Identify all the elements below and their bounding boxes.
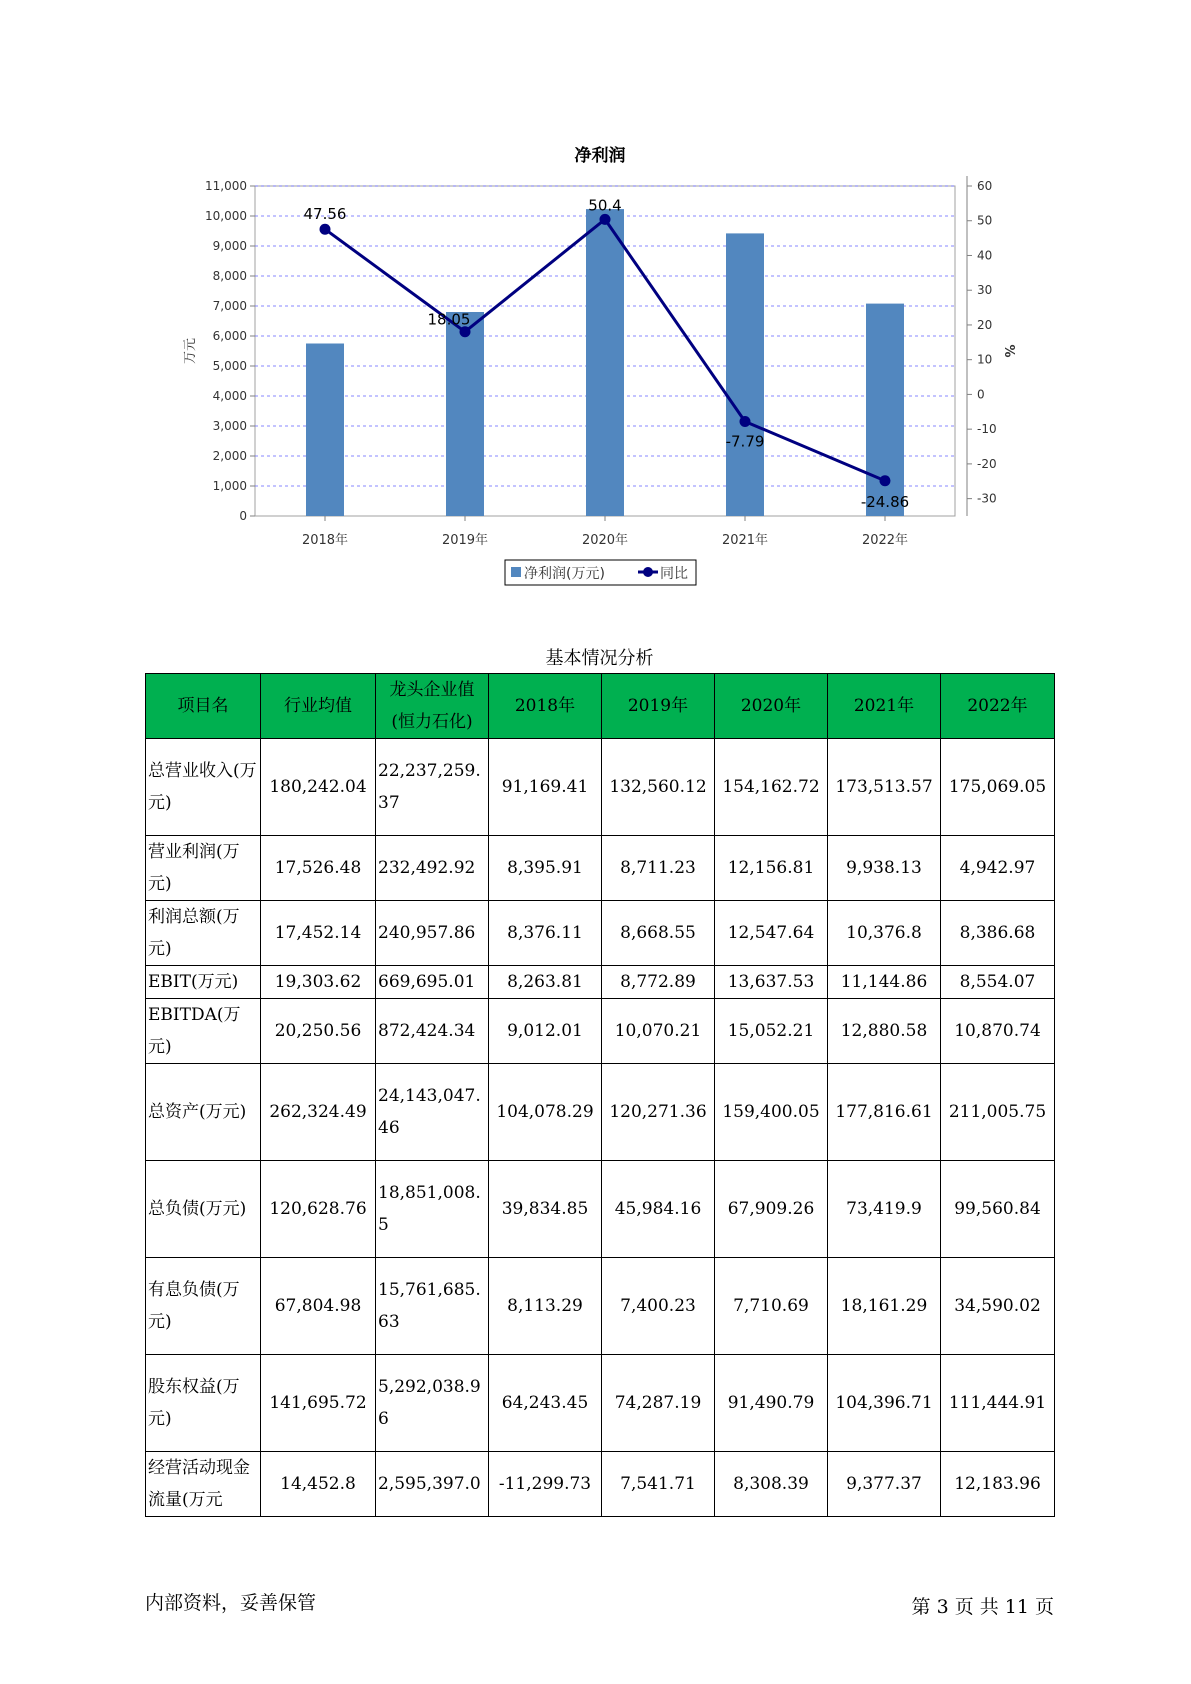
right-tick-label: -10 (977, 422, 997, 437)
table-cell: 91,169.41 (489, 739, 602, 836)
table-cell: 4,942.97 (941, 836, 1055, 901)
left-tick-label: 2,000 (212, 449, 247, 463)
table-cell: 74,287.19 (602, 1355, 715, 1452)
left-tick-label: 3,000 (212, 419, 247, 433)
left-tick-label: 7,000 (212, 299, 247, 313)
table-cell: 7,541.71 (602, 1452, 715, 1517)
table-cell: 111,444.91 (941, 1355, 1055, 1452)
table-cell: 141,695.72 (261, 1355, 376, 1452)
right-tick-label: 60 (977, 179, 993, 193)
table-cell: 19,303.62 (261, 966, 376, 999)
table-cell: 17,526.48 (261, 836, 376, 901)
header-2021: 2021年 (828, 674, 941, 739)
table-cell: 120,628.76 (261, 1161, 376, 1258)
bar (446, 312, 484, 516)
row-label: 有息负债(万元) (146, 1258, 261, 1355)
table-header-row (146, 674, 1055, 739)
table-cell: 24,143,047.46 (376, 1064, 489, 1161)
right-tick-label: 10 (977, 352, 993, 367)
table-cell: 18,851,008.5 (376, 1161, 489, 1258)
footer-page-number: 第 3 页 共 11 页 (911, 1596, 1054, 1618)
table-row (146, 901, 1055, 966)
legend-bar-swatch (511, 567, 521, 577)
table-cell: 8,113.29 (489, 1258, 602, 1355)
legend-line-marker (643, 567, 653, 577)
table-cell: 12,156.81 (715, 836, 828, 901)
table-cell: 5,292,038.96 (376, 1355, 489, 1452)
row-label: 总资产(万元) (146, 1064, 261, 1161)
left-tick-label: 0 (239, 509, 247, 523)
right-tick-label: 40 (977, 248, 993, 263)
bar (306, 344, 344, 517)
table-cell: 8,308.39 (715, 1452, 828, 1517)
table-cell: 12,880.58 (828, 999, 941, 1064)
table-cell: 39,834.85 (489, 1161, 602, 1258)
yoy-data-label: 47.56 (303, 205, 347, 224)
yoy-data-label: 18.05 (427, 310, 471, 329)
table-cell: 8,395.91 (489, 836, 602, 901)
table-row (146, 999, 1055, 1064)
table-cell: 154,162.72 (715, 739, 828, 836)
table-cell: 211,005.75 (941, 1064, 1055, 1161)
x-tick-label: 2022年 (861, 533, 909, 548)
x-tick-label: 2019年 (441, 533, 489, 548)
header-industry-average: 行业均值 (261, 674, 376, 739)
table-cell: 104,396.71 (828, 1355, 941, 1452)
table-cell: 177,816.61 (828, 1064, 941, 1161)
table-row (146, 1161, 1055, 1258)
yoy-point (880, 475, 891, 486)
row-label: 经营活动现金流量(万元 (146, 1452, 261, 1517)
bar (726, 233, 764, 516)
table-cell: 9,377.37 (828, 1452, 941, 1517)
row-label: 营业利润(万元) (146, 836, 261, 901)
table-cell: 9,012.01 (489, 999, 602, 1064)
yoy-data-label: 50.4 (588, 196, 622, 215)
table-cell: 159,400.05 (715, 1064, 828, 1161)
row-label: 利润总额(万元) (146, 901, 261, 966)
table-cell: 20,250.56 (261, 999, 376, 1064)
table-cell: 175,069.05 (941, 739, 1055, 836)
table-cell: 8,376.11 (489, 901, 602, 966)
left-tick-label: 9,000 (212, 239, 247, 253)
net-profit-chart (0, 0, 1191, 600)
table-cell: 64,243.45 (489, 1355, 602, 1452)
header-2019: 2019年 (602, 674, 715, 739)
header-2020: 2020年 (715, 674, 828, 739)
row-label: EBITDA(万元) (146, 999, 261, 1064)
legend-bar-label: 净利润(万元) (524, 566, 605, 582)
row-label: EBIT(万元) (146, 966, 261, 999)
right-tick-label: 30 (977, 283, 993, 298)
yoy-point (320, 224, 331, 235)
table-cell: 173,513.57 (828, 739, 941, 836)
row-label: 股东权益(万元) (146, 1355, 261, 1452)
x-tick-label: 2021年 (721, 533, 769, 548)
header-leader-value: 龙头企业值(恒力石化) (376, 674, 489, 739)
right-tick-label: -20 (977, 456, 997, 471)
table-cell: 10,070.21 (602, 999, 715, 1064)
table-cell: 120,271.36 (602, 1064, 715, 1161)
table-cell: 91,490.79 (715, 1355, 828, 1452)
right-tick-label: 50 (977, 213, 993, 228)
table-row (146, 1258, 1055, 1355)
table-cell: 872,424.34 (376, 999, 489, 1064)
table-cell: 2,595,397.0 (376, 1452, 489, 1517)
table-cell: 14,452.8 (261, 1452, 376, 1517)
table-row (146, 836, 1055, 901)
table-cell: 8,554.07 (941, 966, 1055, 999)
table-cell: 67,804.98 (261, 1258, 376, 1355)
bar (586, 209, 624, 516)
table-row (146, 966, 1055, 999)
row-label: 总营业收入(万元) (146, 739, 261, 836)
table-caption: 基本情况分析 (545, 648, 654, 669)
header-2022: 2022年 (941, 674, 1055, 739)
table-cell: 12,547.64 (715, 901, 828, 966)
x-tick-label: 2020年 (581, 533, 629, 548)
table-cell: 34,590.02 (941, 1258, 1055, 1355)
x-tick-label: 2018年 (301, 533, 349, 548)
table-cell: 8,772.89 (602, 966, 715, 999)
table-cell: 17,452.14 (261, 901, 376, 966)
table-cell: 7,400.23 (602, 1258, 715, 1355)
row-label: 总负债(万元) (146, 1161, 261, 1258)
right-tick-label: 0 (977, 387, 985, 402)
table-cell: 7,710.69 (715, 1258, 828, 1355)
table-row (146, 1452, 1055, 1517)
table-cell: 10,376.8 (828, 901, 941, 966)
left-tick-label: 10,000 (205, 209, 247, 223)
table-row (146, 1355, 1055, 1452)
table-cell: 104,078.29 (489, 1064, 602, 1161)
left-tick-label: 11,000 (205, 179, 247, 193)
table-cell: 73,419.9 (828, 1161, 941, 1258)
table-cell: 132,560.12 (602, 739, 715, 836)
table-cell: 240,957.86 (376, 901, 489, 966)
table-cell: 8,668.55 (602, 901, 715, 966)
table-cell: 22,237,259.37 (376, 739, 489, 836)
left-axis-label: 万元 (183, 337, 198, 365)
table-cell: 180,242.04 (261, 739, 376, 836)
yoy-data-label: -24.86 (860, 492, 910, 511)
table-cell: 8,386.68 (941, 901, 1055, 966)
left-tick-label: 1,000 (212, 479, 247, 493)
table-cell: 262,324.49 (261, 1064, 376, 1161)
table-cell: 99,560.84 (941, 1161, 1055, 1258)
table-cell: 9,938.13 (828, 836, 941, 901)
table-cell: 8,711.23 (602, 836, 715, 901)
left-tick-label: 5,000 (212, 359, 247, 373)
yoy-data-label: -7.79 (725, 432, 765, 451)
left-tick-label: 8,000 (212, 269, 247, 283)
table-cell: 13,637.53 (715, 966, 828, 999)
yoy-point (600, 214, 611, 225)
table-cell: 15,761,685.63 (376, 1258, 489, 1355)
table-cell: 67,909.26 (715, 1161, 828, 1258)
table-row (146, 739, 1055, 836)
header-item-name: 项目名 (146, 674, 261, 739)
left-tick-label: 4,000 (212, 389, 247, 403)
table-cell: 10,870.74 (941, 999, 1055, 1064)
table-cell: 669,695.01 (376, 966, 489, 999)
chart-title: 净利润 (574, 146, 626, 166)
table-cell: 11,144.86 (828, 966, 941, 999)
table-cell: -11,299.73 (489, 1452, 602, 1517)
table-cell: 232,492.92 (376, 836, 489, 901)
left-tick-label: 6,000 (212, 329, 247, 343)
right-axis-label: % (1001, 344, 1016, 358)
table-cell: 12,183.96 (941, 1452, 1055, 1517)
right-tick-label: 20 (977, 317, 993, 332)
right-tick-label: -30 (977, 491, 997, 506)
table-cell: 15,052.21 (715, 999, 828, 1064)
yoy-point (740, 416, 751, 427)
footer-confidential-note: 内部资料，妥善保管 (145, 1592, 317, 1614)
table-cell: 8,263.81 (489, 966, 602, 999)
header-2018: 2018年 (489, 674, 602, 739)
table-row (146, 1064, 1055, 1161)
legend-line-label: 同比 (660, 566, 688, 582)
table-cell: 18,161.29 (828, 1258, 941, 1355)
table-cell: 45,984.16 (602, 1161, 715, 1258)
basic-analysis-table (145, 673, 1055, 1517)
